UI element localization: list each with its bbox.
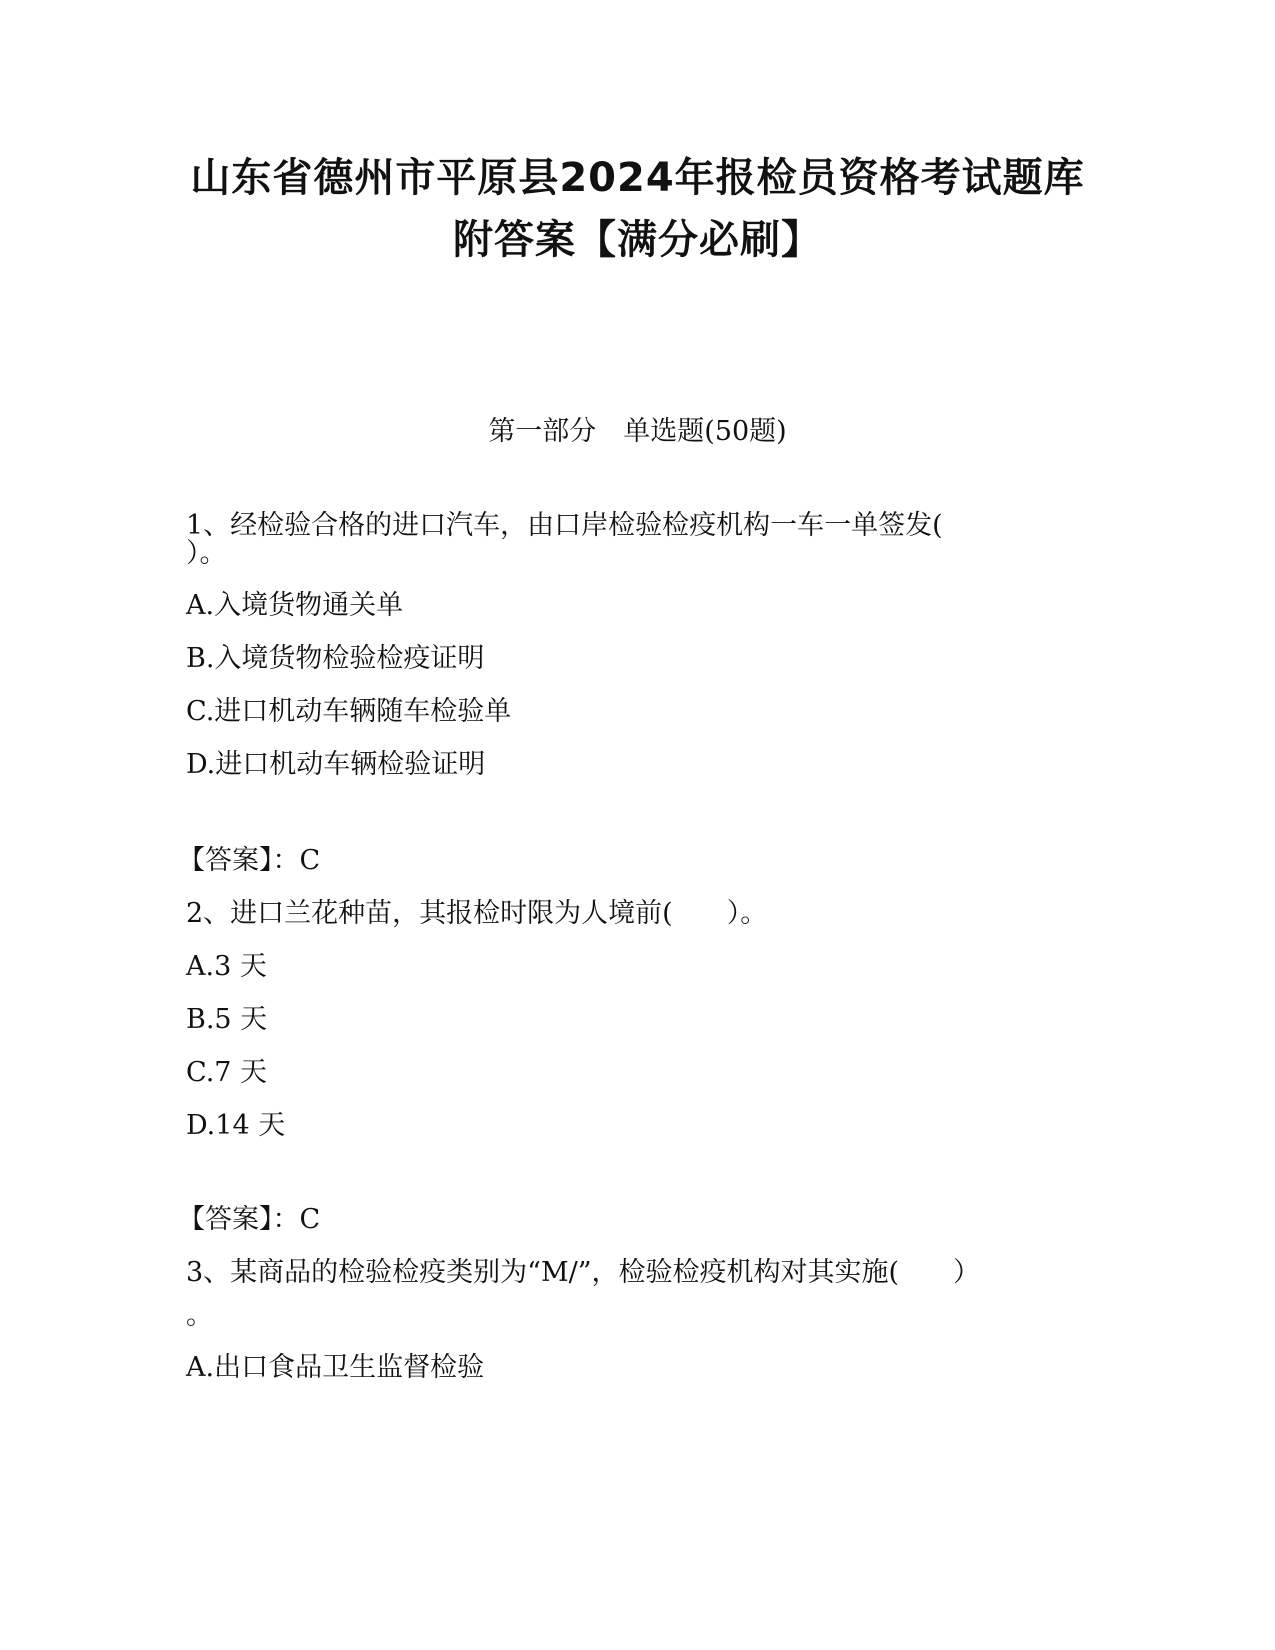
- question-1-option-b: B.入境货物检验检疫证明: [186, 643, 485, 674]
- question-2-option-c: C.7 天: [186, 1057, 268, 1088]
- question-1-option-a: A.入境货物通关单: [186, 590, 404, 621]
- question-1-answer: 【答案】：C: [178, 845, 321, 876]
- question-2-option-d: D.14 天: [186, 1110, 286, 1141]
- question-2-answer: 【答案】：C: [178, 1204, 321, 1235]
- section-heading: 第一部分 单选题(50题): [488, 416, 787, 447]
- question-1-stem-line-2: ）。: [186, 538, 227, 569]
- question-1-option-c: C.进口机动车辆随车检验单: [186, 696, 512, 727]
- document-title-line-2: 附答案【满分必刷】: [453, 217, 822, 263]
- question-3-stem-line-1: 3、某商品的检验检疫类别为“M/”，检验检疫机构对其实施( ）: [186, 1257, 981, 1288]
- question-1-option-d: D.进口机动车辆检验证明: [186, 749, 486, 780]
- question-2-option-b: B.5 天: [186, 1004, 268, 1035]
- question-3-option-a: A.出口食品卫生监督检验: [186, 1352, 485, 1383]
- question-2-stem-line-1: 2、进口兰花种苗，其报检时限为人境前( ）。: [186, 898, 768, 929]
- question-2-option-a: A.3 天: [186, 951, 267, 982]
- question-3-stem-line-2: 。: [186, 1300, 213, 1331]
- document-title-line-1: 山东省德州市平原县2024年报检员资格考试题库: [190, 155, 1085, 201]
- question-1-stem-line-1: 1、经检验合格的进口汽车，由口岸检验检疫机构一车一单签发(: [186, 510, 943, 541]
